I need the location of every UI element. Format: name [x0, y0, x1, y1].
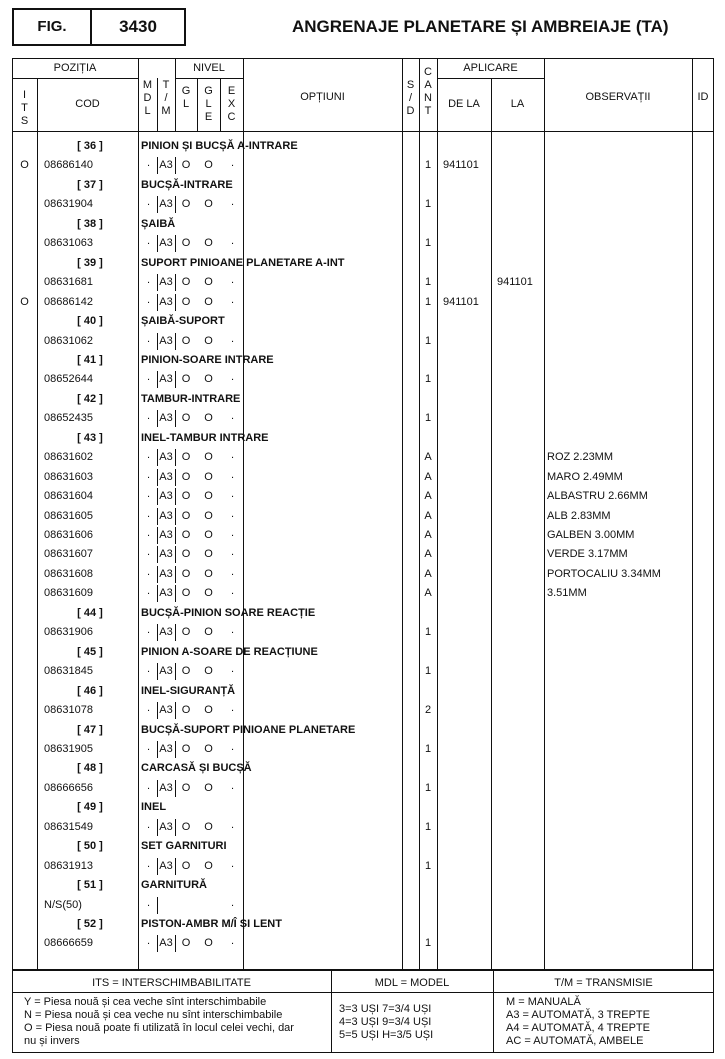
part-code: 08652435	[44, 412, 93, 424]
gle-value: O	[204, 159, 213, 171]
header-sd-1: S	[406, 79, 415, 91]
tm-value: A3	[159, 237, 173, 249]
position-number: [ 50 ]	[77, 840, 103, 852]
tm-value: A3	[159, 587, 173, 599]
gle-value: O	[204, 587, 213, 599]
group-name: GARNITURĂ	[141, 879, 207, 891]
mdl-dot: .	[147, 858, 151, 870]
part-code: 08631604	[44, 490, 93, 502]
gle-value: O	[204, 568, 213, 580]
tm-value: A3	[159, 548, 173, 560]
gle-value: O	[204, 373, 213, 385]
tm-value: A3	[159, 937, 173, 949]
header-gl-1: G	[181, 85, 191, 97]
group-name: PINION ȘI BUCȘĂ A-INTRARE	[141, 140, 298, 152]
gl-value: O	[181, 937, 191, 949]
fig-label: FIG.	[37, 18, 67, 35]
gle-value: O	[204, 451, 213, 463]
mdl-dot: .	[147, 469, 151, 481]
page-title: ANGRENAJE PLANETARE ȘI AMBREIAJE (TA)	[292, 17, 669, 36]
quantity: 1	[424, 237, 432, 249]
quantity: A	[424, 529, 432, 541]
position-number: [ 36 ]	[77, 140, 103, 152]
observation: PORTOCALIU 3.34MM	[547, 568, 661, 580]
gle-value: O	[204, 276, 213, 288]
exc-dot: .	[231, 935, 235, 947]
part-code: 08631063	[44, 237, 93, 249]
mdl-dot: .	[147, 566, 151, 578]
legend-its-title: ITS = INTERSCHIMBABILITATE	[92, 977, 251, 989]
group-name: PISTON-AMBR M/Î ȘI LENT	[141, 918, 282, 930]
gl-value: O	[181, 587, 191, 599]
quantity: 1	[424, 276, 432, 288]
gle-value: O	[204, 548, 213, 560]
position-number: [ 39 ]	[77, 257, 103, 269]
gl-value: O	[181, 159, 191, 171]
exc-dot: .	[231, 196, 235, 208]
quantity: 1	[424, 821, 432, 833]
gl-value: O	[181, 704, 191, 716]
mdl-dot: .	[147, 935, 151, 947]
tm-value: A3	[159, 510, 173, 522]
header-cant-1: C	[424, 66, 432, 78]
exc-dot: .	[231, 566, 235, 578]
part-code: 08631606	[44, 529, 93, 541]
position-number: [ 47 ]	[77, 724, 103, 736]
tm-value: A3	[159, 704, 173, 716]
quantity: 1	[424, 296, 432, 308]
legend-mdl-line: 3=3 UȘI 7=3/4 UȘI	[339, 1003, 432, 1015]
header-cod: COD	[75, 98, 100, 110]
position-number: [ 45 ]	[77, 646, 103, 658]
legend-mdl-line: 4=3 UȘI 9=3/4 UȘI	[339, 1016, 432, 1028]
part-code: 08631906	[44, 626, 93, 638]
header-cant-4: T	[424, 105, 432, 117]
legend-its-line: N = Piesa nouă și cea veche nu sînt interschimbabile	[24, 1009, 283, 1021]
quantity: 1	[424, 626, 432, 638]
legend-mdl-title: MDL = MODEL	[374, 977, 450, 989]
part-code: 08631607	[44, 548, 93, 560]
header-sd-3: D	[406, 105, 415, 117]
tm-value: A3	[159, 412, 173, 424]
group-name: SUPORT PINIOANE PLANETARE A-INT	[141, 257, 345, 269]
group-name: INEL-SIGURANȚĂ	[141, 685, 236, 697]
gl-value: O	[181, 237, 191, 249]
part-code: 08631603	[44, 471, 93, 483]
col-line-obs	[692, 58, 693, 970]
exc-dot: .	[231, 897, 235, 909]
col-line-cod	[138, 58, 139, 970]
gl-value: O	[181, 373, 191, 385]
gl-value: O	[181, 471, 191, 483]
observation: MARO 2.49MM	[547, 471, 623, 483]
position-number: [ 51 ]	[77, 879, 103, 891]
gle-value: O	[204, 937, 213, 949]
gle-value: O	[204, 665, 213, 677]
tm-value: A3	[159, 860, 173, 872]
observation: VERDE 3.17MM	[547, 548, 628, 560]
header-observatii: OBSERVAȚII	[585, 91, 651, 103]
position-number: [ 44 ]	[77, 607, 103, 619]
row-bar-mdl	[157, 897, 158, 914]
header-id: ID	[697, 91, 709, 103]
part-code: 08631905	[44, 743, 93, 755]
col-line-dela	[491, 78, 492, 970]
col-line-optiuni	[402, 58, 403, 970]
header-tm-1: T	[162, 79, 170, 91]
gle-value: O	[204, 335, 213, 347]
observation: 3.51MM	[547, 587, 587, 599]
mdl-dot: .	[147, 410, 151, 422]
group-name: PINION-SOARE INTRARE	[141, 354, 274, 366]
gle-value: O	[204, 743, 213, 755]
exc-dot: .	[231, 663, 235, 675]
position-number: [ 38 ]	[77, 218, 103, 230]
quantity: 1	[424, 782, 432, 794]
quantity: A	[424, 471, 432, 483]
header-divider	[12, 131, 714, 132]
exc-dot: .	[231, 274, 235, 286]
its-code: O	[20, 296, 29, 308]
group-name: ȘAIBĂ-SUPORT	[141, 315, 225, 327]
tm-value: A3	[159, 471, 173, 483]
part-code: 08631609	[44, 587, 93, 599]
header-tm-3: M	[161, 105, 171, 117]
gl-value: O	[181, 412, 191, 424]
exc-dot: .	[231, 585, 235, 597]
observation: ROZ 2.23MM	[547, 451, 614, 463]
header-aplicare: APLICARE	[463, 62, 518, 74]
exc-dot: .	[231, 333, 235, 345]
position-number: [ 40 ]	[77, 315, 103, 327]
tm-value: A3	[159, 490, 173, 502]
header-mdl-2: D	[143, 92, 152, 104]
gl-value: O	[181, 335, 191, 347]
legend-tm-line: A4 = AUTOMATĂ, 4 TREPTE	[506, 1022, 650, 1034]
part-code: 08686142	[44, 296, 93, 308]
exc-dot: .	[231, 294, 235, 306]
header-its-3: S	[20, 115, 29, 127]
exc-dot: .	[231, 410, 235, 422]
part-code: 08631608	[44, 568, 93, 580]
col-line-la	[544, 58, 545, 970]
group-name: BUCȘĂ-SUPORT PINIOANE PLANETARE	[141, 724, 356, 736]
quantity: 1	[424, 860, 432, 872]
position-number: [ 41 ]	[77, 354, 103, 366]
exc-dot: .	[231, 780, 235, 792]
mdl-dot: .	[147, 527, 151, 539]
part-code: 08631602	[44, 451, 93, 463]
gle-value: O	[204, 782, 213, 794]
position-number: [ 46 ]	[77, 685, 103, 697]
gl-value: O	[181, 782, 191, 794]
group-name: BUCȘĂ-INTRARE	[141, 179, 233, 191]
group-name: INEL	[141, 801, 167, 813]
nivel-divider	[175, 78, 243, 79]
quantity: 1	[424, 937, 432, 949]
mdl-dot: .	[147, 897, 151, 909]
mdl-dot: .	[147, 449, 151, 461]
header-cant-3: N	[424, 92, 432, 104]
legend-mdl-line: 5=5 UȘI H=3/5 UȘI	[339, 1029, 434, 1041]
quantity: 1	[424, 373, 432, 385]
gle-value: O	[204, 490, 213, 502]
part-code: 08631904	[44, 198, 93, 210]
header-dela: DE LA	[448, 98, 480, 110]
tm-value: A3	[159, 335, 173, 347]
position-number: [ 49 ]	[77, 801, 103, 813]
quantity: 1	[424, 335, 432, 347]
part-code: 08631845	[44, 665, 93, 677]
exc-dot: .	[231, 508, 235, 520]
header-exc-1: E	[227, 85, 236, 97]
header-mdl-1: M	[142, 79, 153, 91]
gle-value: O	[204, 821, 213, 833]
header-its-1: I	[22, 89, 27, 101]
tm-value: A3	[159, 626, 173, 638]
quantity: A	[424, 490, 432, 502]
group-name: TAMBUR-INTRARE	[141, 393, 241, 405]
header-gle-1: G	[204, 85, 213, 97]
part-code: 08686140	[44, 159, 93, 171]
legend-tm-title: T/M = TRANSMISIE	[554, 977, 653, 989]
header-mdl-3: L	[144, 105, 151, 117]
gl-value: O	[181, 510, 191, 522]
exc-dot: .	[231, 488, 235, 500]
part-code: 08666659	[44, 937, 93, 949]
header-tm-2: /	[164, 92, 168, 104]
col-line-its	[37, 78, 38, 970]
applic-from: 941101	[443, 159, 479, 171]
mdl-dot: .	[147, 294, 151, 306]
gl-value: O	[181, 198, 191, 210]
tm-value: A3	[159, 451, 173, 463]
quantity: A	[424, 568, 432, 580]
observation: ALBASTRU 2.66MM	[547, 490, 648, 502]
position-number: [ 52 ]	[77, 918, 103, 930]
gl-value: O	[181, 821, 191, 833]
exc-dot: .	[231, 371, 235, 383]
group-name: PINION A-SOARE DE REACȚIUNE	[141, 646, 318, 658]
mdl-dot: .	[147, 371, 151, 383]
tm-value: A3	[159, 743, 173, 755]
applic-to: 941101	[497, 276, 533, 288]
gl-value: O	[181, 860, 191, 872]
tm-value: A3	[159, 782, 173, 794]
tm-value: A3	[159, 296, 173, 308]
gle-value: O	[204, 529, 213, 541]
exc-dot: .	[231, 449, 235, 461]
legend-tm-line: AC = AUTOMATĂ, AMBELE	[506, 1035, 644, 1047]
part-code: 08666656	[44, 782, 93, 794]
col-line-cant	[437, 58, 438, 970]
exc-dot: .	[231, 624, 235, 636]
part-code: 08631062	[44, 335, 93, 347]
gl-value: O	[181, 665, 191, 677]
fig-number: 3430	[119, 17, 157, 36]
exc-dot: .	[231, 157, 235, 169]
gle-value: O	[204, 704, 213, 716]
quantity: 1	[424, 743, 432, 755]
header-gle-2: L	[205, 98, 212, 110]
position-number: [ 42 ]	[77, 393, 103, 405]
header-pozitia: POZIȚIA	[53, 62, 97, 74]
observation: ALB 2.83MM	[547, 510, 611, 522]
group-name: ȘAIBĂ	[141, 218, 176, 230]
gle-value: O	[204, 237, 213, 249]
mdl-dot: .	[147, 741, 151, 753]
group-name: INEL-TAMBUR INTRARE	[141, 432, 269, 444]
gle-value: O	[204, 412, 213, 424]
observation: GALBEN 3.00MM	[547, 529, 635, 541]
tm-value: A3	[159, 529, 173, 541]
tm-value: A3	[159, 198, 173, 210]
gl-value: O	[181, 296, 191, 308]
quantity: 2	[424, 704, 432, 716]
exc-dot: .	[231, 702, 235, 714]
gl-value: O	[181, 568, 191, 580]
header-la: LA	[510, 98, 525, 110]
group-name: SET GARNITURI	[141, 840, 227, 852]
part-code: 08631913	[44, 860, 93, 872]
quantity: 1	[424, 159, 432, 171]
exc-dot: .	[231, 858, 235, 870]
gle-value: O	[204, 510, 213, 522]
gl-value: O	[181, 490, 191, 502]
pozitia-divider	[12, 78, 138, 79]
position-number: [ 43 ]	[77, 432, 103, 444]
tm-value: A3	[159, 373, 173, 385]
mdl-dot: .	[147, 546, 151, 558]
quantity: 1	[424, 412, 432, 424]
gl-value: O	[181, 743, 191, 755]
exc-dot: .	[231, 819, 235, 831]
legend-header-divider	[12, 992, 714, 993]
legend-tm-line: M = MANUALĂ	[506, 996, 581, 1008]
mdl-dot: .	[147, 488, 151, 500]
exc-dot: .	[231, 527, 235, 539]
tm-value: A3	[159, 821, 173, 833]
part-code: 08652644	[44, 373, 93, 385]
header-exc-2: X	[227, 98, 236, 110]
gle-value: O	[204, 198, 213, 210]
col-line-exc	[243, 58, 244, 970]
gle-value: O	[204, 296, 213, 308]
gl-value: O	[181, 451, 191, 463]
gl-value: O	[181, 276, 191, 288]
applic-from: 941101	[443, 296, 479, 308]
gl-value: O	[181, 626, 191, 638]
tm-value: A3	[159, 159, 173, 171]
legend-its-line: Y = Piesa nouă și cea veche sînt interschimbabile	[24, 996, 267, 1008]
part-code: 08631605	[44, 510, 93, 522]
quantity: A	[424, 548, 432, 560]
quantity: A	[424, 510, 432, 522]
tm-value: A3	[159, 568, 173, 580]
mdl-dot: .	[147, 663, 151, 675]
part-code: 08631681	[44, 276, 93, 288]
quantity: A	[424, 451, 432, 463]
mdl-dot: .	[147, 508, 151, 520]
exc-dot: .	[231, 546, 235, 558]
position-number: [ 48 ]	[77, 762, 103, 774]
its-code: O	[20, 159, 29, 171]
gl-value: O	[181, 529, 191, 541]
mdl-dot: .	[147, 196, 151, 208]
group-name: BUCȘĂ-PINION SOARE REACȚIE	[141, 607, 316, 619]
mdl-dot: .	[147, 780, 151, 792]
quantity: 1	[424, 665, 432, 677]
header-exc-3: C	[227, 111, 236, 123]
legend-its-line: O = Piesa nouă poate fi utilizată în locul celei vechi, dar	[24, 1022, 294, 1034]
mdl-dot: .	[147, 585, 151, 597]
mdl-dot: .	[147, 624, 151, 636]
gle-value: O	[204, 860, 213, 872]
position-number: [ 37 ]	[77, 179, 103, 191]
header-its-2: T	[21, 102, 28, 114]
mdl-dot: .	[147, 274, 151, 286]
header-cant-2: A	[424, 79, 432, 91]
quantity: 1	[424, 198, 432, 210]
exc-dot: .	[231, 235, 235, 247]
gle-value: O	[204, 626, 213, 638]
quantity: A	[424, 587, 432, 599]
header-gle-3: E	[204, 111, 213, 123]
header-optiuni: OPȚIUNI	[300, 91, 345, 103]
mdl-dot: .	[147, 235, 151, 247]
legend-tm-line: A3 = AUTOMATĂ, 3 TREPTE	[506, 1009, 650, 1021]
tm-value: A3	[159, 665, 173, 677]
header-gl-2: L	[182, 98, 190, 110]
gl-value: O	[181, 548, 191, 560]
part-code: 08631549	[44, 821, 93, 833]
mdl-dot: .	[147, 333, 151, 345]
mdl-dot: .	[147, 819, 151, 831]
mdl-dot: .	[147, 702, 151, 714]
exc-dot: .	[231, 469, 235, 481]
part-code: N/S(50)	[44, 899, 82, 911]
header-sd-2: /	[408, 92, 413, 104]
mdl-dot: .	[147, 157, 151, 169]
legend-its-line: nu și invers	[24, 1035, 80, 1047]
exc-dot: .	[231, 741, 235, 753]
group-name: CARCASĂ ȘI BUCȘĂ	[141, 762, 252, 774]
header-nivel: NIVEL	[193, 62, 225, 74]
part-code: 08631078	[44, 704, 93, 716]
tm-value: A3	[159, 276, 173, 288]
gle-value: O	[204, 471, 213, 483]
